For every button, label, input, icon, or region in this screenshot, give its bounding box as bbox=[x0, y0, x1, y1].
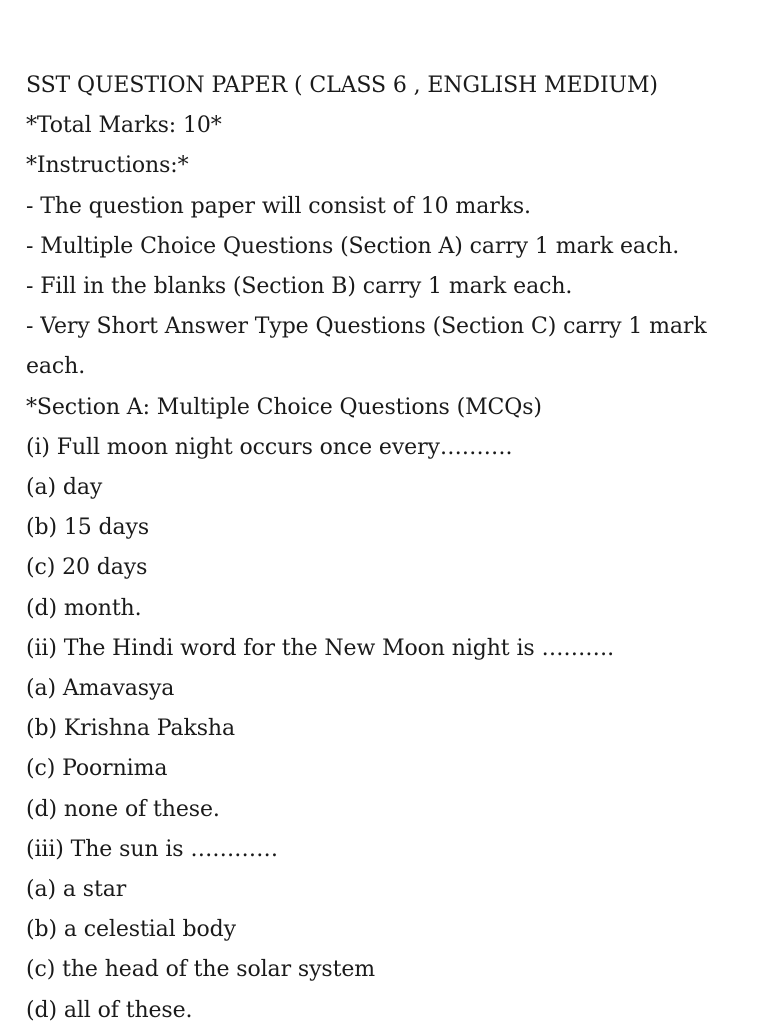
question-text: (iii) The sun is ………… bbox=[26, 836, 278, 862]
paper-title: SST QUESTION PAPER ( CLASS 6 , ENGLISH MEDIUM) bbox=[26, 73, 658, 98]
option-item: (d) none of these. bbox=[26, 796, 220, 822]
option-item: (c) 20 days bbox=[26, 555, 148, 581]
option-item: (d) all of these. bbox=[26, 997, 193, 1023]
option-item: (b) Krishna Paksha bbox=[26, 716, 236, 742]
option-item: (b) 15 days bbox=[26, 515, 150, 541]
instruction-item: - Very Short Answer Type Questions (Section C) carry 1 mark each. bbox=[26, 314, 707, 380]
question-text: (i) Full moon night occurs once every………. bbox=[26, 434, 513, 460]
instruction-item: - Fill in the blanks (Section B) carry 1 mark each. bbox=[26, 274, 573, 300]
instruction-item: - The question paper will consist of 10 marks. bbox=[26, 193, 531, 219]
option-item: (c) Poornima bbox=[26, 756, 168, 782]
option-item: (a) a star bbox=[26, 877, 127, 903]
option-item: (a) day bbox=[26, 475, 103, 501]
instruction-item: - Multiple Choice Questions (Section A) carry 1 mark each. bbox=[26, 233, 680, 259]
instructions-list bbox=[26, 187, 748, 388]
option-item: (d) month. bbox=[26, 595, 142, 621]
question-block bbox=[26, 629, 748, 830]
question-block bbox=[26, 428, 748, 629]
option-item: (a) Amavasya bbox=[26, 676, 175, 702]
question-paper bbox=[26, 66, 748, 1031]
question-text: (ii) The Hindi word for the New Moon night is ………. bbox=[26, 635, 615, 661]
total-marks: *Total Marks: 10* bbox=[26, 113, 222, 139]
option-item: (b) a celestial body bbox=[26, 917, 236, 943]
question-block bbox=[26, 830, 748, 1031]
section-a-heading: *Section A: Multiple Choice Questions (MCQs) bbox=[26, 394, 542, 420]
instructions-heading: *Instructions:* bbox=[26, 153, 189, 179]
option-item: (c) the head of the solar system bbox=[26, 957, 376, 983]
